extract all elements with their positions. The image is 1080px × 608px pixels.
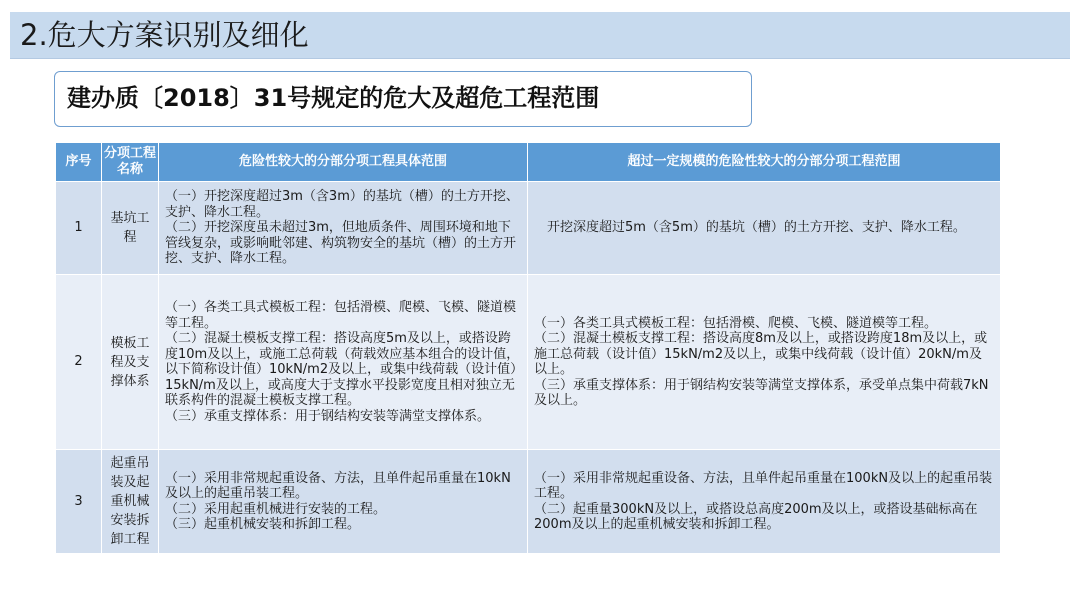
row-num: 2 xyxy=(56,275,102,450)
super-scope-cell xyxy=(528,275,1001,450)
super-scope-item: （三）承重支撑体系：用于钢结构安装等满堂支撑体系，承受单点集中荷载7kN及以上。 xyxy=(534,377,989,408)
hazard-scope-table xyxy=(55,142,1001,554)
super-scope-item: 开挖深度超过5m（含5m）的基坑（槽）的土方开挖、支护、降水工程。 xyxy=(534,220,966,236)
row-num: 1 xyxy=(56,182,102,275)
table-row xyxy=(56,182,1001,275)
super-scope-cell xyxy=(528,182,1001,275)
subtitle: 建办质〔2018〕31号规定的危大及超危工程范围 xyxy=(67,84,600,112)
scope-item: （一）采用非常规起重设备、方法，且单件起吊重量在10kN及以上的起重吊装工程。 xyxy=(165,470,511,501)
row-name: 模板工程及支撑体系 xyxy=(102,275,159,450)
super-scope-item: （二）起重量300kN及以上，或搭设总高度200m及以上，或搭设基础标高在200m及以上的起重机械安装和拆卸工程。 xyxy=(534,501,978,532)
super-scope-item: （二）混凝土模板支撑工程：搭设高度8m及以上，或搭设跨度18m及以上，或施工总荷载（设计值）15kN/m2及以上，或集中线荷载（设计值）20kN/m及以上。 xyxy=(534,331,988,377)
scope-item: （三）承重支撑体系：用于钢结构安装等满堂支撑体系。 xyxy=(165,408,491,424)
title-bar xyxy=(10,12,1070,59)
super-scope-item: （一）采用非常规起重设备、方法，且单件起吊重量在100kN及以上的起重吊装工程。 xyxy=(534,470,993,501)
page-title: 2.危大方案识别及细化 xyxy=(20,18,309,52)
header-super-scope: 超过一定规模的危险性较大的分部分项工程范围 xyxy=(528,143,1001,182)
table-header-row xyxy=(56,143,1001,182)
scope-item: （二）开挖深度虽未超过3m，但地质条件、周围环境和地下管线复杂，或影响毗邻建、构筑物安全的基坑（槽）的土方开挖、支护、降水工程。 xyxy=(165,220,517,267)
header-name: 分项工程名称 xyxy=(102,143,159,182)
scope-item: （三）起重机械安装和拆卸工程。 xyxy=(165,517,361,532)
subtitle-box xyxy=(54,71,752,127)
scope-cell xyxy=(159,182,528,275)
scope-item: （二）采用起重机械进行安装的工程。 xyxy=(165,501,387,517)
table-row xyxy=(56,275,1001,450)
row-name: 起重吊装及起重机械安装拆卸工程 xyxy=(102,450,159,554)
table-row xyxy=(56,450,1001,554)
super-scope-item: （一）各类工具式模板工程：包括滑模、爬模、飞模、隧道模等工程。 xyxy=(534,315,938,331)
row-num: 3 xyxy=(56,450,102,554)
row-name: 基坑工程 xyxy=(102,182,159,275)
scope-cell xyxy=(159,275,528,450)
super-scope-cell xyxy=(528,450,1001,554)
scope-item: （一）开挖深度超过3m（含3m）的基坑（槽）的土方开挖、支护、降水工程。 xyxy=(165,189,519,220)
header-num: 序号 xyxy=(56,143,102,182)
header-scope: 危险性较大的分部分项工程具体范围 xyxy=(159,143,528,182)
scope-cell xyxy=(159,450,528,554)
scope-item: （一）各类工具式模板工程：包括滑模、爬模、飞模、隧道模等工程。 xyxy=(165,300,517,331)
scope-item: （二）混凝土模板支撑工程：搭设高度5m及以上，或搭设跨度10m及以上，或施工总荷载（荷载效应基本组合的设计值，以下简称设计值）10kN/m2及以上，或集中线荷载（设计值）15kN/m及以上，或高度大于支撑水平投影宽度且相对独立无联系构件的混凝土模板支撑工程。 xyxy=(165,331,520,408)
